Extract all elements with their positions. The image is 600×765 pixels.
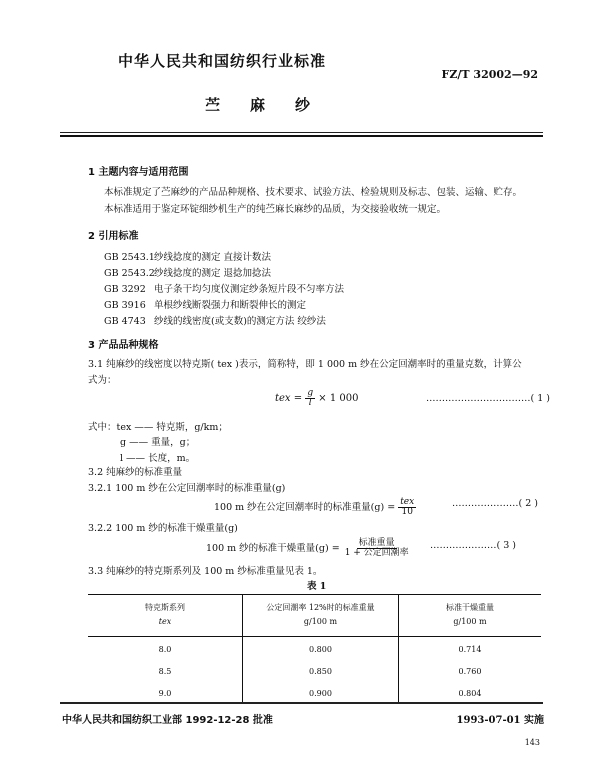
equation-2: [214, 498, 416, 517]
column-header-unit: g/100 m: [453, 617, 487, 627]
column-header: [399, 595, 542, 637]
equation-2-fraction: [398, 498, 416, 517]
fraction-denominator: 10: [401, 507, 413, 517]
table-cell: 9.0: [88, 681, 243, 704]
header-rule-top: [60, 132, 543, 133]
table-row: [88, 636, 541, 659]
fraction-numerator: g: [307, 388, 314, 398]
reference-item: [104, 265, 271, 279]
equation-3-fraction: [343, 539, 411, 558]
fraction-denominator: l: [308, 398, 312, 408]
clause-3-1-text-cont: 式为：: [88, 375, 117, 386]
table-1-caption: 表 1: [307, 581, 327, 592]
clause-3-2-2-heading: 3.2.2 100 m 纱的标准干燥重量(g): [88, 523, 238, 534]
reference-title: 纱线捻度的测定 退捻加捻法: [154, 268, 272, 279]
equation-2-number: …………………( 2 ): [452, 498, 538, 509]
column-header-unit: g/100 m: [303, 617, 338, 627]
fraction-numerator: 标准重量: [358, 538, 395, 548]
table-cell: 0.804: [399, 681, 542, 704]
header-rule-bottom: [60, 135, 543, 137]
document-title: 苎麻纱: [205, 96, 341, 114]
page-number: 143: [524, 738, 540, 747]
reference-item: [104, 281, 344, 295]
section-1-heading: 1 主题内容与适用范围: [88, 167, 189, 178]
table-cell: 8.0: [158, 644, 172, 654]
clause-3-3-text: 3.3 纯麻纱的特克斯系列及 100 m 纱标准重量见表 1。: [88, 566, 323, 577]
reference-code: GB 3292: [104, 284, 146, 295]
reference-code: GB 2543.1: [104, 252, 155, 263]
equation-3-number: …………………( 3 ): [430, 540, 516, 551]
equation-2-lhs: 100 m 纱在公定回潮率时的标准重量(g) =: [214, 502, 399, 513]
table-cell: 8.5: [158, 666, 172, 676]
table-cell: 0.760: [399, 659, 542, 681]
table-cell: 0.800: [243, 636, 399, 659]
reference-title: 纱线的线密度(或支数)的测定方法 绞纱法: [154, 316, 326, 327]
section-1-paragraph-2: 本标准适用于鉴定环锭细纱机生产的纯苎麻长麻纱的品质，为交接验收统一规定。: [104, 204, 447, 215]
equation-1: [275, 389, 358, 408]
reference-item: [104, 313, 326, 327]
table-1: [88, 594, 541, 704]
section-3-heading: 3 产品品种规格: [88, 340, 159, 351]
variable-definition-tex: tex —— 特克斯，g/km；: [116, 422, 228, 433]
reference-title: 单根纱线断裂强力和断裂伸长的测定: [154, 300, 307, 311]
column-header-title: 标准干燥重量: [446, 603, 494, 612]
equation-1-lhs: tex =: [275, 393, 306, 404]
table-header-row: [88, 595, 541, 637]
equation-3-lhs: 100 m 纱的标准干燥重量(g) =: [206, 543, 343, 554]
table-cell: 0.850: [243, 659, 399, 681]
column-header: [243, 595, 399, 637]
table-row: [88, 659, 541, 681]
reference-code: GB 3916: [104, 300, 146, 311]
approval-statement: 中华人民共和国纺织工业部 1992-12-28 批准: [62, 715, 273, 726]
where-label: [88, 419, 228, 433]
equation-1-number: ……………………………( 1 ): [426, 393, 550, 404]
clause-3-2-heading: 3.2 纯麻纱的标准重量: [88, 467, 183, 478]
table-cell: 0.714: [399, 636, 542, 659]
column-header-title: 特克斯系列: [145, 603, 185, 612]
reference-item: [104, 249, 271, 263]
variable-definition-l: l —— 长度，m。: [120, 453, 196, 464]
reference-title: 电子条干均匀度仪测定纱条短片段不匀率方法: [154, 284, 345, 295]
footer-rule: [60, 702, 543, 704]
section-2-heading: 2 引用标准: [88, 231, 139, 242]
column-header-unit: tex: [158, 617, 172, 627]
reference-item: [104, 297, 306, 311]
variable-definition-g: g —— 重量，g；: [120, 437, 196, 448]
equation-1-rhs: × 1 000: [315, 393, 359, 404]
reference-code: GB 4743: [104, 316, 146, 327]
column-header: [88, 595, 243, 637]
standard-category-title: 中华人民共和国纺织行业标准: [118, 52, 327, 70]
reference-code: GB 2543.2: [104, 268, 155, 279]
equation-1-fraction: [305, 389, 315, 408]
where-prefix: 式中：: [88, 422, 117, 433]
fraction-denominator: 1 + 公定回潮率: [344, 548, 409, 558]
table-row: [88, 681, 541, 704]
equation-3: [206, 539, 411, 558]
fraction-numerator: tex: [400, 497, 415, 507]
section-1-paragraph-1: 本标准规定了苎麻纱的产品品种规格、技术要求、试验方法、检验规则及标志、包装、运输、贮存。: [104, 187, 523, 198]
table-cell: 0.900: [243, 681, 399, 704]
column-header-title: 公定回潮率 12%时的标准重量: [266, 603, 375, 612]
clause-3-1-text: 3.1 纯麻纱的线密度以特克斯( tex )表示，简称特，即 1 000 m 纱在公定回潮率时的重量克数，计算公: [88, 359, 522, 370]
document-number: FZ/T 32002—92: [441, 68, 538, 81]
clause-3-2-1-heading: 3.2.1 100 m 纱在公定回潮率时的标准重量(g): [88, 483, 286, 494]
effective-date: 1993-07-01 实施: [456, 715, 544, 726]
reference-title: 纱线捻度的测定 直接计数法: [154, 252, 272, 263]
